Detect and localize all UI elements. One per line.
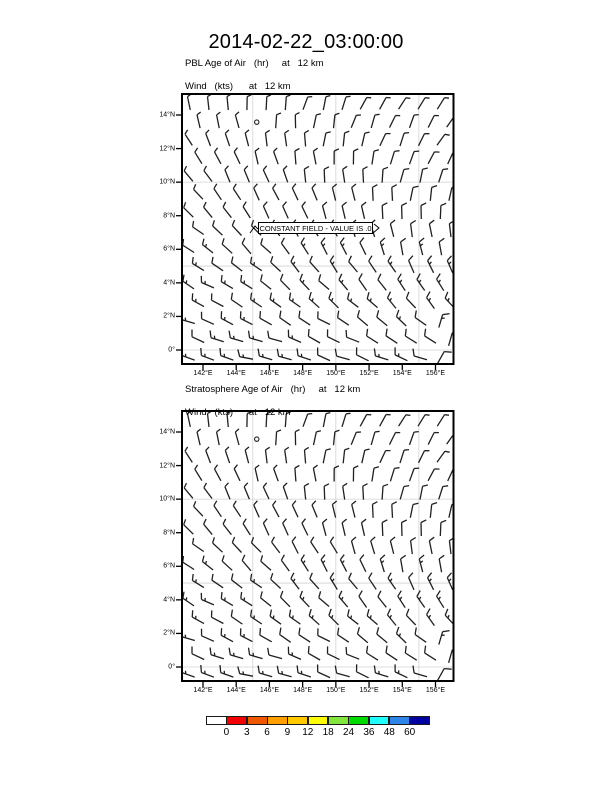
colorbar-segment xyxy=(226,716,247,725)
lat-tick-label: 4°N xyxy=(163,596,175,604)
lat-tick-label: 10°N xyxy=(159,178,175,186)
colorbar-boundary-label: 6 xyxy=(264,727,270,738)
lon-tick-label: 150°E xyxy=(326,370,346,377)
lon-tick-label: 154°E xyxy=(392,370,412,377)
lon-tick-label: 144°E xyxy=(226,370,246,377)
colorbar-segment xyxy=(206,716,227,725)
panel-stratosphere-frame xyxy=(182,411,454,681)
lon-tick-label: 142°E xyxy=(193,687,213,694)
colorbar-boundary-label: 48 xyxy=(383,727,395,738)
colorbar-segment xyxy=(308,716,329,725)
lat-tick-label: 6°N xyxy=(163,562,175,570)
calm-wind-circle xyxy=(255,120,259,124)
colorbar-boundary-label: 0 xyxy=(223,727,230,738)
panel-pbl-subtitle xyxy=(185,58,324,92)
lat-tick-label: 12°N xyxy=(159,145,175,153)
colorbar-segment xyxy=(409,716,430,725)
lat-tick-label: 14°N xyxy=(159,111,175,119)
lon-tick-label: 146°E xyxy=(259,687,279,694)
lon-tick-label: 148°E xyxy=(293,370,313,377)
colorbar-segment xyxy=(348,716,369,725)
colorbar-segment xyxy=(369,716,390,725)
lon-tick-label: 144°E xyxy=(226,687,246,694)
colorbar-segment xyxy=(328,716,349,725)
colorbar-boundary-label: 24 xyxy=(342,727,355,738)
colorbar-segment xyxy=(287,716,308,725)
lat-tick-label: 6°N xyxy=(163,245,175,253)
lat-tick-label: 2°N xyxy=(163,629,175,637)
colorbar-boundary-label: 12 xyxy=(302,727,314,738)
lon-tick-label: 156°E xyxy=(425,687,446,694)
panel-stratosphere xyxy=(176,411,460,687)
calm-wind-circle xyxy=(255,437,259,441)
lon-tick-label: 146°E xyxy=(259,370,279,377)
lon-tick-label: 150°E xyxy=(326,687,346,694)
panel-stratosphere-subtitle-line1: Stratosphere Age of Air (hr) at 12 km xyxy=(185,384,361,395)
colorbar-boundary-label: 3 xyxy=(243,727,250,738)
lon-tick-label: 148°E xyxy=(293,687,313,694)
lon-tick-label: 156°E xyxy=(425,370,446,377)
colorbar-boundary-label: 60 xyxy=(404,727,416,738)
lat-tick-label: 10°N xyxy=(159,495,175,503)
lat-tick-label: 4°N xyxy=(163,279,175,287)
colorbar-boundary-label: 18 xyxy=(322,727,334,738)
page-title: 2014-02-22_03:00:00 xyxy=(208,31,404,53)
lat-tick-label: 2°N xyxy=(163,312,175,320)
colorbar-boundary-label: 36 xyxy=(363,727,375,738)
lon-tick-label: 152°E xyxy=(359,370,379,377)
lat-tick-label: 12°N xyxy=(159,462,175,470)
constant-field-label: CONSTANT FIELD - VALUE IS .0 xyxy=(259,224,372,233)
colorbar xyxy=(206,716,430,725)
panel-pbl-subtitle-line1: PBL Age of Air (hr) at 12 km xyxy=(185,58,324,69)
lon-tick-label: 152°E xyxy=(359,687,379,694)
panel-stratosphere-subtitle xyxy=(185,384,360,418)
lat-tick-label: 8°N xyxy=(163,529,175,537)
lat-tick-label: 14°N xyxy=(159,428,175,436)
panel-stratosphere-subtitle-line2: Wind (kts) at 12 km xyxy=(185,406,291,418)
lat-tick-label: 0° xyxy=(168,346,175,354)
lat-tick-label: 0° xyxy=(168,663,175,671)
colorbar-segment xyxy=(389,716,410,725)
panel-stratosphere-gridlines xyxy=(182,411,454,681)
lon-tick-label: 142°E xyxy=(193,370,213,377)
panel-pbl-subtitle-line2: Wind (kts) at 12 km xyxy=(185,80,291,92)
lat-tick-label: 8°N xyxy=(163,212,175,220)
colorbar-segment xyxy=(267,716,288,725)
panel-stratosphere-wind-barbs xyxy=(181,411,460,680)
lon-tick-label: 154°E xyxy=(392,687,412,694)
colorbar-segment xyxy=(247,716,268,725)
colorbar-boundary-label: 9 xyxy=(284,727,291,738)
